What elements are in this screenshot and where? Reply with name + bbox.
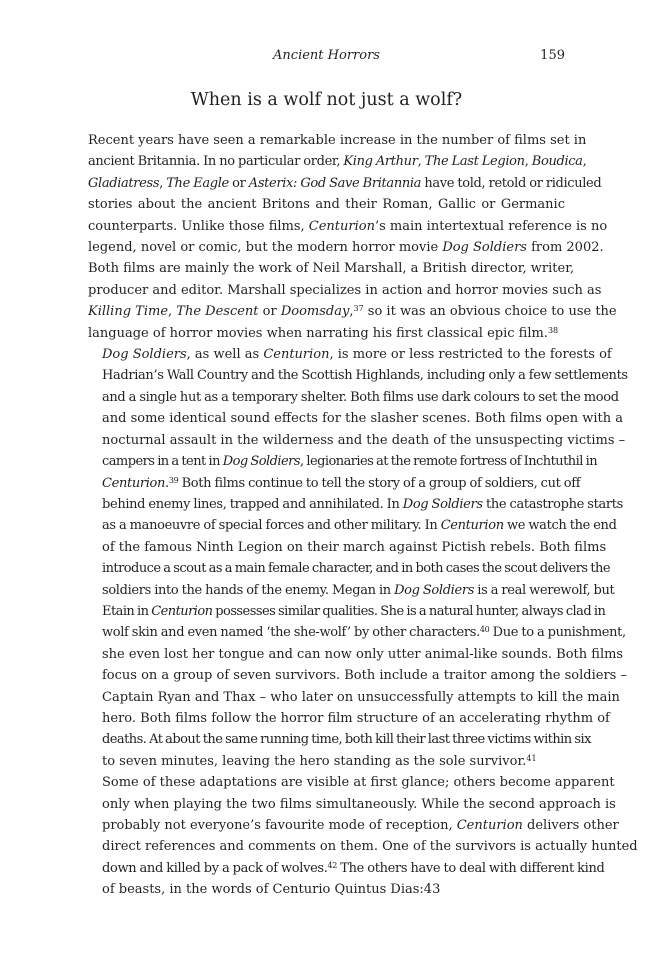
paragraph-2: [88, 344, 628, 772]
text-line: Recent years have seen a remarkable increase in the number of films set in: [88, 133, 587, 148]
section-heading: When is a wolf not just a wolf?: [190, 90, 463, 110]
text-line: producer and editor. Marshall specializes in action and horror movies such as: [88, 282, 602, 298]
text-line: Dog Soldiers, as well as Centurion, is more or less restricted to the forests of: [102, 347, 612, 363]
text-line: Captain Ryan and Thax – who later on unsuccessfully attempts to kill the main: [102, 689, 620, 705]
text-line: as a manoeuvre of special forces and other military. In Centurion we watch the end: [102, 518, 617, 534]
text-line: Some of these adaptations are visible at first glance; others become apparent: [102, 775, 615, 791]
text-line: stories about the ancient Britons and their Roman, Gallic or Germanic: [88, 197, 565, 213]
running-head: [88, 46, 565, 66]
text-line: direct references and comments on them. One of the survivors is actually hunted: [102, 839, 638, 855]
text-line: Etain in Centurion possesses similar qualities. She is a natural hunter, always clad in: [102, 603, 606, 619]
text-line: and some identical sound effects for the slasher scenes. Both films open with a: [102, 411, 624, 427]
text-line: hero. Both films follow the horror film structure of an accelerating rhythm of: [102, 710, 610, 726]
text-line: legend, novel or comic, but the modern horror movie Dog Soldiers from 2002.: [88, 240, 604, 256]
text-line: Killing Time, The Descent or Doomsday,$^{37}$ so it was an obvious choice to use the: [88, 304, 617, 320]
text-line: language of horror movies when narrating his first classical epic film.$^{38}$: [88, 325, 559, 341]
text-line: focus on a group of seven survivors. Both include a traitor among the soldiers –: [102, 668, 627, 684]
running-title: Ancient Horrors: [273, 48, 380, 63]
text-line: down and killed by a pack of wolves.$^{42}$ The others have to deal with different kind: [102, 860, 605, 876]
text-line: Hadrian’s Wall Country and the Scottish Highlands, including only a few settlements: [102, 368, 628, 384]
text-line: ancient Britannia. In no particular order, King Arthur, The Last Legion, Boudica,: [88, 154, 587, 170]
text-line: probably not everyone’s favourite mode of reception, Centurion delivers other: [102, 818, 619, 833]
text-line: nocturnal assault in the wilderness and the death of the unsuspecting victims –: [102, 432, 626, 448]
text-line: Both films are mainly the work of Neil Marshall, a British director, writer,: [88, 261, 575, 277]
paragraph-1: [88, 130, 617, 344]
text-line: soldiers into the hands of the enemy. Megan in Dog Soldiers is a real werewolf, but: [102, 582, 615, 598]
text-line: of beasts, in the words of Centurio Quintus Dias:43: [102, 882, 441, 898]
text-line: campers in a tent in Dog Soldiers, legionaries at the remote fortress of Inchtuthil in: [102, 454, 598, 470]
paragraph-3: [88, 772, 638, 900]
text-line: to seven minutes, leaving the hero standing as the sole survivor.$^{41}$: [102, 753, 537, 769]
text-line: counterparts. Unlike those films, Centurion’s main intertextual reference is no: [88, 218, 608, 234]
text-line: Centurion.$^{39}$ Both films continue to tell the story of a group of soldiers, cut off: [102, 475, 581, 491]
text-line: Gladiatress, The Eagle or Asterix: God Save Britannia have told, retold or ridiculed: [88, 175, 602, 191]
text-line: only when playing the two films simultaneously. While the second approach is: [102, 796, 616, 812]
text-line: introduce a scout as a main female character, and in both cases the scout delivers the: [102, 561, 610, 577]
text-line: wolf skin and even named ‘the she-wolf’ by other characters.$^{40}$ Due to a punishment,: [102, 625, 626, 641]
text-line: behind enemy lines, trapped and annihilated. In Dog Soldiers the catastrophe starts: [102, 496, 623, 512]
text-line: and a single hut as a temporary shelter. Both films use dark colours to set the mood: [102, 389, 619, 405]
text-line: she even lost her tongue and can now only utter animal-like sounds. Both films: [102, 646, 624, 662]
text-line: deaths. At about the same running time, both kill their last three victims within six: [102, 732, 591, 748]
text-line: of the famous Ninth Legion on their march against Pictish rebels. Both films: [102, 539, 607, 555]
body-text: [88, 130, 638, 901]
page-number: 159: [540, 48, 565, 63]
